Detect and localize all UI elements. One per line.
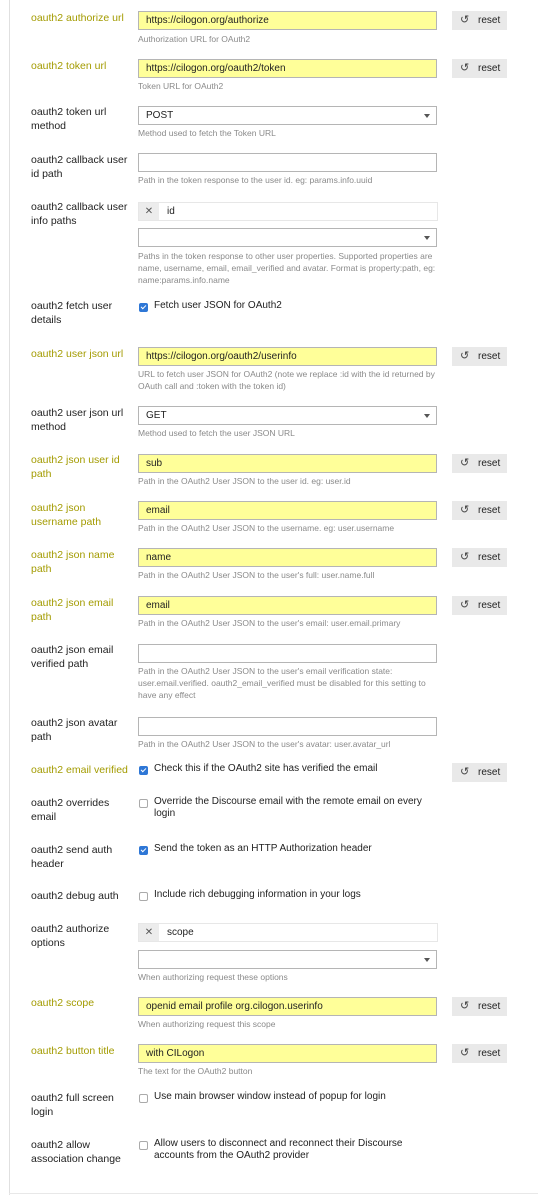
json-name-path-input[interactable]: name — [138, 548, 437, 567]
list-item — [138, 923, 438, 942]
checkbox-label: Fetch user JSON for OAuth2 — [154, 300, 282, 311]
reset-label: reset — [478, 767, 501, 778]
reset-button[interactable] — [452, 548, 507, 567]
setting-label: oauth2 allow association change — [31, 1139, 121, 1165]
remove-icon[interactable]: ✕ — [139, 924, 159, 941]
undo-icon: ↺ — [460, 350, 470, 362]
json-username-path-input[interactable]: email — [138, 501, 437, 520]
setting-label: oauth2 json email verified path — [31, 644, 114, 670]
token-url-input[interactable]: https://cilogon.org/oauth2/token — [138, 59, 437, 78]
caret-down-icon — [424, 236, 430, 240]
setting-label: oauth2 json avatar path — [31, 717, 118, 743]
fetch-user-details-checkbox[interactable] — [139, 303, 148, 312]
setting-label: oauth2 scope — [31, 997, 95, 1009]
setting-description: When authorizing request this scope — [138, 1019, 276, 1029]
json-avatar-path-input[interactable] — [138, 717, 437, 736]
scope-input[interactable]: openid email profile org.cilogon.userinfo — [138, 997, 437, 1016]
reset-button[interactable] — [452, 596, 507, 615]
setting-description: Authorization URL for OAuth2 — [138, 34, 251, 44]
checkbox-label: Send the token as an HTTP Authorization header — [154, 843, 372, 854]
json-email-path-input[interactable]: email — [138, 596, 437, 615]
json-email-verified-path-input[interactable] — [138, 644, 437, 663]
undo-icon: ↺ — [460, 766, 470, 778]
remove-icon[interactable]: ✕ — [139, 203, 159, 220]
undo-icon: ↺ — [460, 62, 470, 74]
setting-description: Paths in the token response to other user properties. Supported properties are name, username, email, email_verified and avatar. Format is property:path, eg: name:params.info.name — [138, 251, 436, 285]
setting-label: oauth2 json email path — [31, 597, 114, 623]
allow-association-change-checkbox[interactable] — [139, 1141, 148, 1150]
caret-down-icon — [424, 414, 430, 418]
setting-label: oauth2 authorize options — [31, 923, 110, 949]
setting-description: Path in the OAuth2 User JSON to the user id. eg: user.id — [138, 476, 351, 486]
setting-label: oauth2 fetch user details — [31, 300, 113, 326]
setting-label: oauth2 user json url method — [31, 407, 124, 433]
setting-label: oauth2 callback user info paths — [31, 201, 128, 227]
setting-description: Path in the token response to the user id. eg: params.info.uuid — [138, 175, 373, 185]
setting-label: oauth2 authorize url — [31, 12, 124, 24]
reset-label: reset — [478, 351, 501, 362]
setting-description: Path in the OAuth2 User JSON to the user's email: user.email.primary — [138, 618, 401, 628]
setting-label: oauth2 send auth header — [31, 844, 113, 870]
setting-label: oauth2 user json url — [31, 348, 124, 360]
setting-label: oauth2 json user id path — [31, 454, 120, 480]
undo-icon: ↺ — [460, 1000, 470, 1012]
setting-description: When authorizing request these options — [138, 972, 288, 982]
callback-user-id-path-input[interactable] — [138, 153, 437, 172]
undo-icon: ↺ — [460, 599, 470, 611]
reset-label: reset — [478, 458, 501, 469]
setting-label: oauth2 token url method — [31, 106, 107, 132]
undo-icon: ↺ — [460, 457, 470, 469]
left-divider — [9, 0, 10, 1195]
reset-button[interactable] — [452, 1044, 507, 1063]
setting-label: oauth2 button title — [31, 1045, 115, 1057]
setting-label: oauth2 token url — [31, 60, 107, 72]
reset-button[interactable] — [452, 59, 507, 78]
full-screen-login-checkbox[interactable] — [139, 1094, 148, 1103]
overrides-email-checkbox[interactable] — [139, 799, 148, 808]
reset-label: reset — [478, 600, 501, 611]
checkbox-label: Include rich debugging information in your logs — [154, 889, 361, 900]
undo-icon: ↺ — [460, 551, 470, 563]
checkbox-label: Check this if the OAuth2 site has verified the email — [154, 763, 378, 774]
reset-label: reset — [478, 1001, 501, 1012]
reset-button[interactable] — [452, 11, 507, 30]
token-url-method-select[interactable] — [138, 106, 437, 125]
list-item-value: id — [167, 206, 175, 217]
setting-description: Path in the OAuth2 User JSON to the user's full: user.name.full — [138, 570, 375, 580]
checkbox-label: Override the Discourse email with the remote email on every login — [154, 796, 422, 819]
setting-description: Path in the OAuth2 User JSON to the user's avatar: user.avatar_url — [138, 739, 391, 749]
email-verified-checkbox[interactable] — [139, 766, 148, 775]
bottom-divider — [9, 1193, 538, 1194]
reset-label: reset — [478, 505, 501, 516]
user-json-url-method-select[interactable] — [138, 406, 437, 425]
list-item-value: scope — [167, 927, 194, 938]
setting-description: Method used to fetch the Token URL — [138, 128, 276, 138]
debug-auth-checkbox[interactable] — [139, 892, 148, 901]
authorize-url-input[interactable]: https://cilogon.org/authorize — [138, 11, 437, 30]
reset-label: reset — [478, 63, 501, 74]
undo-icon: ↺ — [460, 14, 470, 26]
setting-label: oauth2 overrides email — [31, 797, 110, 823]
setting-description: Path in the OAuth2 User JSON to the username. eg: user.username — [138, 523, 395, 533]
caret-down-icon — [424, 114, 430, 118]
add-authorize-option-select[interactable] — [138, 950, 437, 969]
reset-label: reset — [478, 552, 501, 563]
reset-button[interactable] — [452, 763, 507, 782]
checkbox-label: Allow users to disconnect and reconnect their Discourse accounts from the OAuth2 provider — [154, 1138, 403, 1161]
setting-label: oauth2 debug auth — [31, 890, 119, 902]
setting-description: Method used to fetch the user JSON URL — [138, 428, 295, 438]
reset-button[interactable] — [452, 501, 507, 520]
reset-button[interactable] — [452, 347, 507, 366]
setting-description: URL to fetch user JSON for OAuth2 (note we replace :id with the id returned by OAuth call and :token with the token id) — [138, 369, 435, 391]
list-item — [138, 202, 438, 221]
send-auth-header-checkbox[interactable] — [139, 846, 148, 855]
reset-button[interactable] — [452, 454, 507, 473]
caret-down-icon — [424, 958, 430, 962]
setting-description: Token URL for OAuth2 — [138, 81, 224, 91]
undo-icon: ↺ — [460, 1047, 470, 1059]
user-json-url-input[interactable]: https://cilogon.org/oauth2/userinfo — [138, 347, 437, 366]
reset-button[interactable] — [452, 997, 507, 1016]
setting-label: oauth2 json name path — [31, 549, 115, 575]
checkbox-label: Use main browser window instead of popup for login — [154, 1091, 386, 1102]
button-title-input[interactable]: with CILogon — [138, 1044, 437, 1063]
add-user-info-path-select[interactable] — [138, 228, 437, 247]
reset-label: reset — [478, 1048, 501, 1059]
setting-label: oauth2 json username path — [31, 502, 102, 528]
json-user-id-path-input[interactable]: sub — [138, 454, 437, 473]
reset-label: reset — [478, 15, 501, 26]
setting-label: oauth2 full screen login — [31, 1092, 114, 1118]
setting-description: The text for the OAuth2 button — [138, 1066, 253, 1076]
undo-icon: ↺ — [460, 504, 470, 516]
setting-label: oauth2 email verified — [31, 764, 128, 776]
selected-value: GET — [146, 410, 167, 421]
selected-value: POST — [146, 110, 174, 121]
setting-label: oauth2 callback user id path — [31, 154, 128, 180]
setting-description: Path in the OAuth2 User JSON to the user's email verification state: user.email.verified. oauth2_email_verified must be disabled for this setting to have any effect — [138, 666, 426, 700]
